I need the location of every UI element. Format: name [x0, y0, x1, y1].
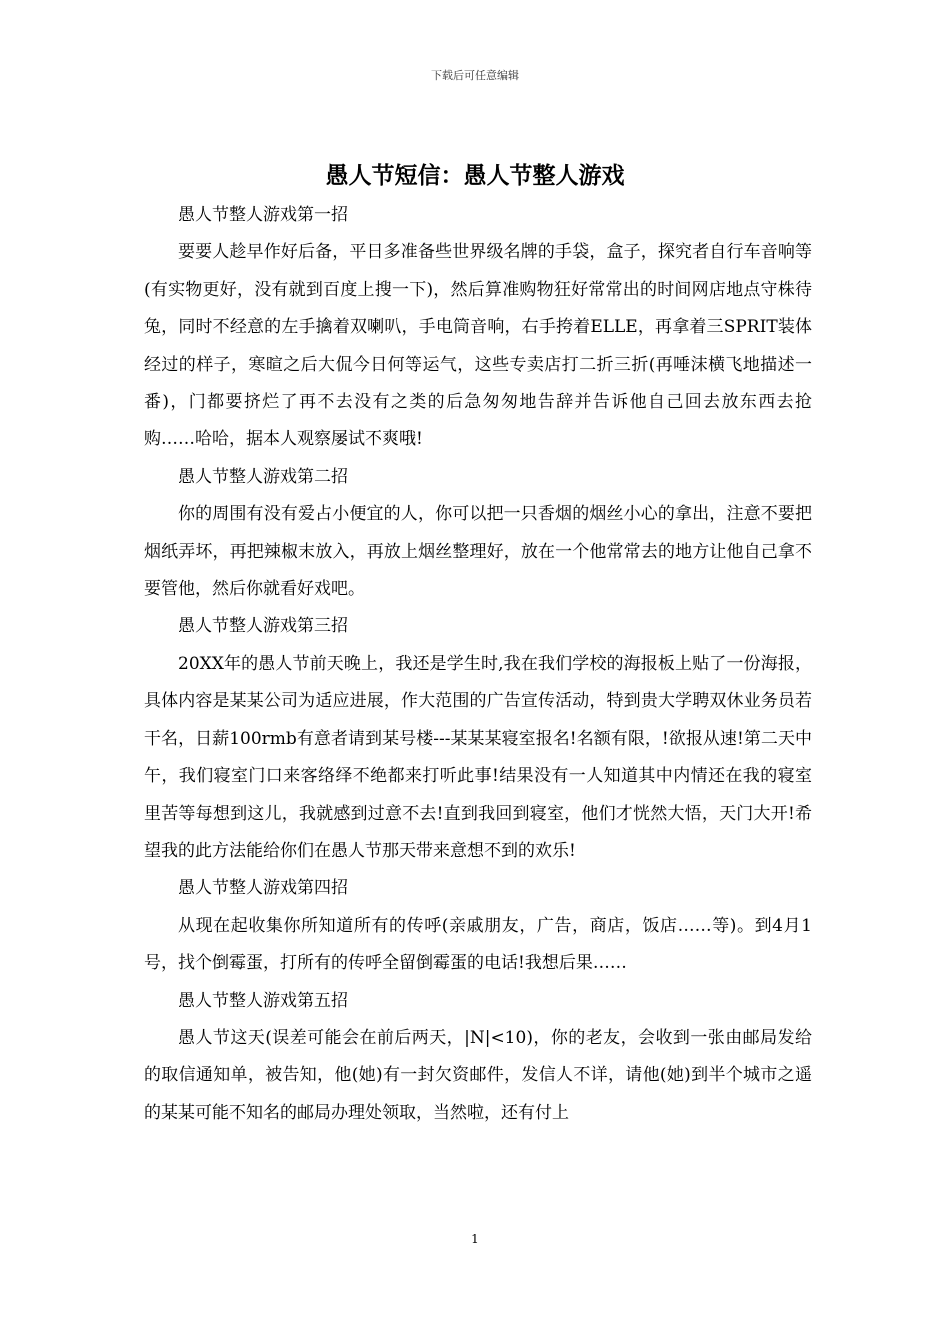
document-body — [144, 197, 812, 1132]
section-paragraph: 从现在起收集你所知道所有的传呼(亲戚朋友，广告，商店，饭店……等)。到4月1号，找个倒霉蛋，打所有的传呼全留倒霉蛋的电话!我想后果…… — [144, 915, 812, 974]
section-paragraph: 你的周围有没有爱占小便宜的人，你可以把一只香烟的烟丝小心的拿出，注意不要把烟纸弄坏，再把辣椒末放入，再放上烟丝整理好，放在一个他常常去的地方让他自己拿不要管他，然后你就看好戏吧。 — [144, 504, 812, 600]
section-heading: 愚人节整人游戏第四招 — [178, 878, 348, 899]
section-paragraph: 20XX年的愚人节前天晚上，我还是学生时,我在我们学校的海报板上贴了一份海报，具体内容是某某公司为适应进展，作大范围的广告宣传活动，特到贵大学聘双休业务员若干名，日薪100rmb有意者请到某号楼---某某某寝室报名!名额有限，!欲报从速!第二天中午，我们寝室门口来客络绎不绝都来打听此事!结果没有一人知道其中内情还在我的寝室里苦等每想到这儿，我就感到过意不去!直到我回到寝室，他们才恍然大悟，天门大开!希望我的此方法能给你们在愚人节那天带来意想不到的欢乐! — [144, 653, 812, 861]
section-paragraph: 愚人节这天(误差可能会在前后两天，|N|<10)，你的老友，会收到一张由邮局发给的取信通知单，被告知，他(她)有一封欠资邮件，发信人不详，请他(她)到半个城市之遥的某某可能不知名的邮局办理处领取，当然啦，还有付上 — [144, 1027, 812, 1123]
page-number: 1 — [471, 1232, 479, 1246]
section-paragraph: 要要人趁早作好后备，平日多准备些世界级名牌的手袋，盒子，探究者自行车音响等(有实物更好，没有就到百度上搜一下)，然后算准购物狂好常常出的时间网店地点守株待兔，同时不经意的左手擒着双喇叭，手电筒音响，右手挎着ELLE，再拿着三SPRIT装体经过的样子，寒暄之后大侃今日何等运气，这些专卖店打二折三折(再唾沫横飞地描述一番)，门都要挤烂了再不去没有之类的后急匆匆地告辞并告诉他自己回去放东西去抢购……哈哈，据本人观察屡试不爽哦! — [144, 242, 812, 450]
section-heading: 愚人节整人游戏第二招 — [178, 466, 348, 487]
document-title: 愚人节短信：愚人节整人游戏 — [325, 163, 625, 189]
section-heading: 愚人节整人游戏第五招 — [178, 990, 348, 1011]
header-note: 下载后可任意编辑 — [431, 69, 519, 82]
section-heading: 愚人节整人游戏第三招 — [178, 616, 348, 637]
section-heading: 愚人节整人游戏第一招 — [178, 205, 348, 225]
